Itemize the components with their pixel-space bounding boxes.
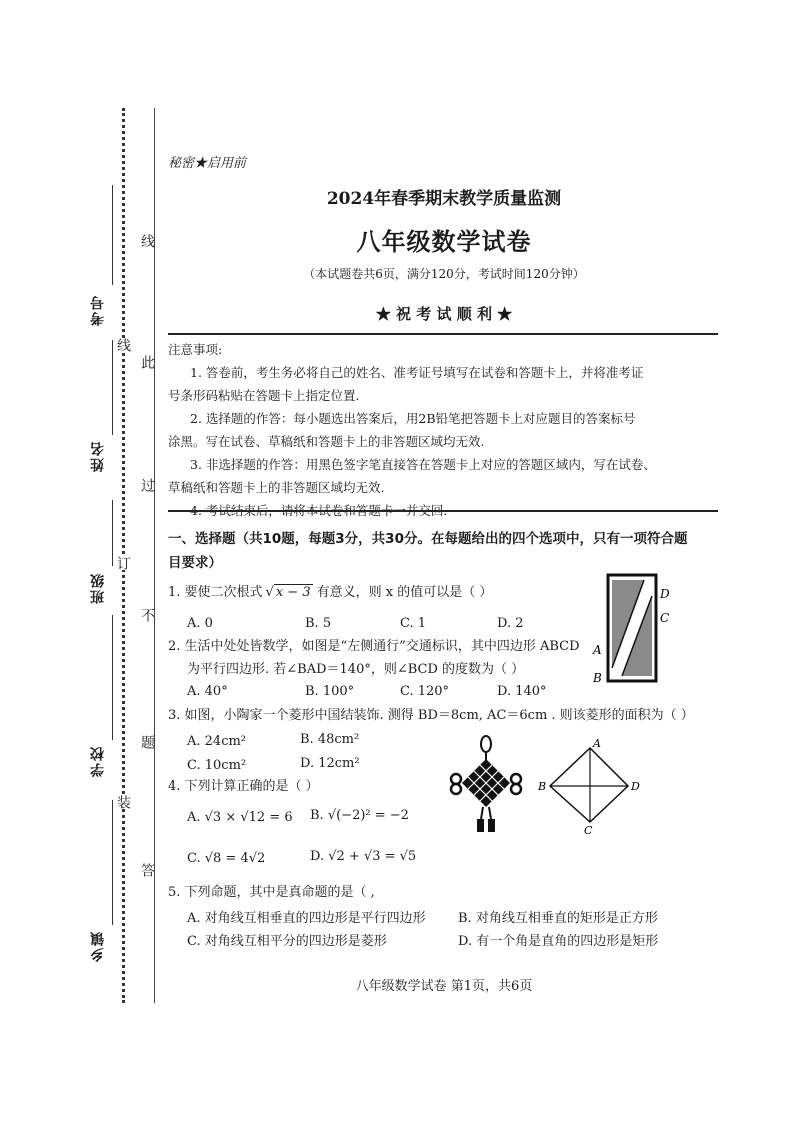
field-name-blank[interactable]	[112, 340, 113, 435]
seal-word-1: 线	[139, 234, 155, 248]
q5-option-d[interactable]: D. 有一个角是直角的四边形是矩形	[458, 934, 659, 949]
notice-item: 1. 答卷前，考生务必将自己的姓名、准考证号填写在试卷和答题卡上，并将准考证	[190, 365, 644, 380]
q1-stem-pre: 1. 要使二次根式	[168, 585, 263, 600]
question-3-stem: 3. 如图，小陶家一个菱形中国结装饰. 测得 BD＝8cm, AC＝6cm . 则该菱形的面积为（ ）	[168, 708, 694, 723]
question-5-stem: 5. 下列命题，其中是真命题的是（ ,	[168, 885, 375, 900]
q2-option-a[interactable]: A. 40°	[187, 684, 228, 699]
seal-word-3: 过	[139, 478, 155, 492]
field-exam-number-blank[interactable]	[112, 185, 113, 285]
question-2-line2: 为平行四边形. 若∠BAD＝140°，则∠BCD 的度数为（ ）	[187, 662, 525, 677]
sign-label-d: D	[660, 587, 670, 601]
notice-item: 4. 考试结束后，请将本试卷和答题卡一并交回.	[190, 503, 448, 518]
q1-option-a[interactable]: A. 0	[187, 616, 213, 631]
section-heading-line2: 目要求）	[168, 555, 222, 571]
q5-option-a[interactable]: A. 对角线互相垂直的四边形是平行四边形	[187, 911, 426, 926]
q4-option-a[interactable]: A. √3 × √12 = 6	[187, 810, 293, 825]
q1-option-d[interactable]: D. 2	[497, 616, 524, 631]
notice-item: 草稿纸和答题卡上的非答题区域均无效.	[168, 480, 385, 495]
q2-option-c[interactable]: C. 120°	[400, 684, 450, 699]
sign-label-c: C	[660, 611, 670, 625]
question-2-line1: 2. 生活中处处皆数学，如图是“左侧通行”交通标识，其中四边形 ABCD	[168, 639, 580, 654]
seal-word-2: 此	[139, 355, 155, 369]
rhombus-figure	[534, 738, 644, 838]
q3-option-a[interactable]: A. 24cm²	[187, 734, 247, 749]
notice-heading: 注意事项:	[168, 342, 223, 357]
notice-item: 3. 非选择题的作答：用黑色签字笔直接答在答题卡上对应的答题区域内，写在试卷、	[190, 457, 656, 472]
side-word-zhuang: 装	[115, 795, 131, 809]
q4-option-d[interactable]: D. √2 + √3 = √5	[310, 849, 417, 864]
q3-option-c[interactable]: C. 10cm²	[187, 758, 247, 773]
q1-stem-post: 有意义，则 x 的值可以是（ ）	[316, 585, 493, 600]
field-class: 班级	[90, 572, 106, 604]
q3-option-d[interactable]: D. 12cm²	[300, 756, 360, 771]
q1-radicand: x − 3	[275, 585, 311, 600]
exam-info: （本试题卷共6页，满分120分，考试时间120分钟）	[303, 267, 585, 281]
seal-word-4: 不	[139, 608, 155, 622]
rhombus-label-d: D	[631, 780, 640, 793]
side-word-xian: 线	[115, 338, 131, 352]
field-name: 姓名	[90, 440, 106, 472]
q5-option-b[interactable]: B. 对角线互相垂直的矩形是正方形	[458, 911, 658, 926]
q1-option-c[interactable]: C. 1	[400, 616, 427, 631]
notice-item: 号条形码粘贴在答题卡上指定位置.	[168, 388, 360, 403]
notice-item: 涂黑。写在试卷、草稿纸和答题卡上的非答题区域均无效.	[168, 434, 485, 449]
notice-block	[168, 338, 718, 522]
q5-option-c[interactable]: C. 对角线互相平分的四边形是菱形	[187, 934, 387, 949]
notice-top-rule	[168, 333, 718, 335]
notice-bottom-rule	[168, 510, 718, 512]
sign-label-b: B	[593, 671, 602, 685]
q4-option-c[interactable]: C. √8 = 4√2	[187, 851, 266, 866]
q3-option-b[interactable]: B. 48cm²	[300, 732, 360, 747]
field-school: 学校	[90, 745, 106, 777]
sign-label-a: A	[593, 643, 602, 657]
exam-title: 2024年春季期末教学质量监测	[326, 189, 562, 209]
rhombus-label-a: A	[593, 738, 601, 750]
field-school-blank[interactable]	[112, 615, 113, 740]
section-heading	[168, 527, 718, 575]
secret-label: 秘密★启用前	[168, 156, 247, 171]
field-township: 乡镇	[90, 930, 106, 962]
notice-item: 2. 选择题的作答：每小题选出答案后，用2B铅笔把答题卡上对应题目的答案标号	[190, 411, 636, 426]
section-heading-line1: 一、选择题（共10题，每题3分，共30分。在每题给出的四个选项中，只有一项符合题	[168, 531, 688, 547]
exam-subtitle: 八年级数学试卷	[356, 227, 532, 256]
rhombus-label-c: C	[584, 824, 593, 837]
q2-option-d[interactable]: D. 140°	[497, 684, 547, 699]
traffic-sign-figure	[588, 570, 680, 686]
chinese-knot-figure	[448, 735, 528, 835]
page-footer: 八年级数学试卷 第1页，共6页	[355, 979, 533, 994]
field-township-blank[interactable]	[112, 800, 113, 925]
seal-word-6: 答	[139, 863, 155, 877]
q1-option-b[interactable]: B. 5	[305, 616, 332, 631]
q4-option-b[interactable]: B. √(−2)² = −2	[310, 808, 409, 823]
sqrt-radical: √	[265, 585, 274, 600]
side-word-ding: 订	[115, 556, 131, 570]
field-exam-number: 考号	[90, 294, 106, 326]
question-4-stem: 4. 下列计算正确的是（ ）	[168, 779, 319, 794]
q2-option-b[interactable]: B. 100°	[305, 684, 355, 699]
seal-word-5: 题	[139, 735, 155, 749]
rhombus-label-b: B	[538, 780, 547, 793]
question-1-stem	[168, 583, 492, 603]
wish-banner: ★ 祝 考 试 顺 利 ★	[375, 305, 513, 323]
